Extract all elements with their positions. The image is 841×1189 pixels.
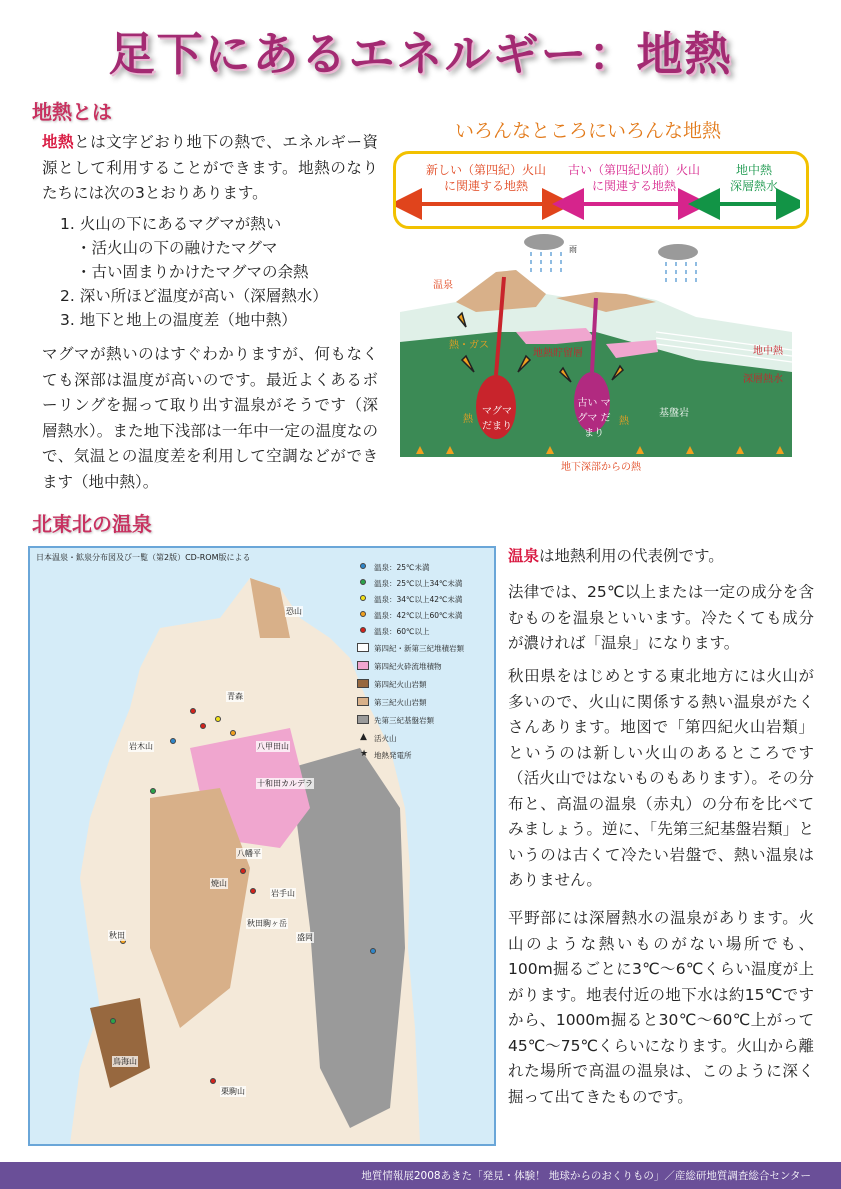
- map-legend-label: 温泉：60℃以上: [374, 627, 430, 636]
- map-legend-label: 第四紀火山岩類: [374, 680, 427, 689]
- onsen-dot: [250, 888, 256, 894]
- label-rain: 雨: [569, 245, 577, 254]
- onsen-law-paragraph: 法律では、25℃以上または一定の成分を含むものを温泉といいます。冷たくても成分が濃ければ「温泉」になります。: [508, 583, 814, 652]
- geothermal-diagram: [396, 232, 796, 472]
- map-land: [30, 548, 494, 1144]
- legend-arrows: [396, 154, 800, 226]
- onsen-dot: [190, 708, 196, 714]
- label-deep-water: 深層熱水: [743, 374, 783, 385]
- onsen-dot: [210, 1078, 216, 1084]
- legend-dot-blue: [360, 563, 366, 569]
- page-title: 足下にあるエネルギー：地熱: [108, 27, 733, 81]
- place-label: 恐山: [286, 607, 302, 616]
- onsen-dot: [230, 730, 236, 736]
- geothermal-origin-list: [60, 212, 328, 332]
- onsen-dot: [215, 716, 221, 722]
- map-legend-label: 温泉：25℃未満: [374, 563, 430, 572]
- map-legend-label: 地熱発電所: [374, 751, 412, 760]
- place-label: 秋田: [109, 931, 125, 940]
- magma-paragraph: マグマが熱いのはすぐわかりますが、何もなくても深部は温度が高いのです。最近よくあるボーリングを掘って取り出す温泉がそうです（深層熱水）。また地下浅部は一年中一定の温度なので、気温との温度差を利用して空調などができます（地中熱）。: [42, 345, 378, 491]
- map-caption: 日本温泉・鉱泉分布図及び一覧（第2版）CD-ROM版による: [36, 553, 251, 562]
- label-heat-gas: 熱・ガス: [449, 340, 489, 351]
- onsen-dot: [240, 868, 246, 874]
- legend-swatch: [357, 715, 369, 724]
- map-legend-label: 温泉：25℃以上34℃未満: [374, 579, 463, 588]
- list-item: 3. 地下と地上の温度差（地中熱）: [60, 311, 297, 329]
- place-label: 焼山: [211, 879, 227, 888]
- legend-dot-red: [360, 627, 366, 633]
- label-onsen: 温泉: [433, 280, 453, 291]
- label-deep-heat: 地下深部からの熱: [561, 462, 641, 473]
- list-item: 1. 火山の下にあるマグマが熱い: [60, 215, 282, 233]
- map-legend-label: 第四紀火砕流堆積物: [374, 662, 442, 671]
- map-legend-label: 温泉：34℃以上42℃未満: [374, 595, 463, 604]
- section-heading-onsen: 北東北の温泉: [32, 512, 152, 536]
- onsen-volcano-paragraph: 秋田県をはじめとする東北地方には火山が多いので、火山に関係する熱い温泉がたくさんあります。地図で「第四紀火山岩類」というのは新しい火山のあるところです（活火山ではないものもあります）。その分布と、高温の温泉（赤丸）の分布を比べてみましょう。逆に、「先第三紀基盤岩類」というのは古くて冷たい岩盤で、熱い温泉はありません。: [508, 667, 814, 889]
- diagram-title: いろんなところにいろんな地熱: [455, 120, 722, 142]
- legend-text: に関連する地熱: [443, 179, 528, 193]
- legend-swatch: [357, 661, 369, 670]
- legend-swatch: [357, 643, 369, 652]
- section-heading-geothermal: 地熱とは: [32, 100, 112, 124]
- onsen-dot: [170, 738, 176, 744]
- place-label: 岩木山: [129, 742, 153, 751]
- place-label: 秋田駒ヶ岳: [247, 919, 287, 928]
- legend-text: 地中熱: [735, 163, 772, 177]
- place-label: 岩手山: [271, 889, 295, 898]
- label-magma: マグマ だまり: [482, 406, 512, 432]
- onsen-dot: [370, 948, 376, 954]
- list-item: 2. 深い所ほど温度が高い（深層熱水）: [60, 287, 328, 305]
- legend-text: に関連する地熱: [591, 179, 676, 193]
- intro-keyword: 地熱: [42, 133, 75, 151]
- label-old-magma: 古い マグマ だまり: [577, 398, 611, 439]
- map-legend-label: 温泉：42℃以上60℃未満: [374, 611, 463, 620]
- onsen-dot: [110, 1018, 116, 1024]
- legend-dot-green: [360, 579, 366, 585]
- label-basement: 基盤岩: [659, 408, 689, 419]
- onsen-intro: [508, 544, 814, 570]
- onsen-dot: [200, 723, 206, 729]
- onsen-keyword: 温泉: [508, 547, 540, 565]
- label-ground-heat: 地中熱: [753, 346, 783, 357]
- place-label: 青森: [227, 692, 243, 701]
- onsen-dot: [150, 788, 156, 794]
- deep-water-paragraph: 平野部には深層熱水の温泉があります。火山のような熱いものがない場所でも、100m掘るごとに3℃〜6℃くらい温度が上がります。地表付近の地下水は約15℃ですから、1000m掘ると30℃〜60℃上がって45℃〜75℃くらいになります。火山から離れた場所で高温の温泉は、このように深く掘って出てきたものです。: [508, 909, 814, 1106]
- onsen-intro-text: は地熱利用の代表例です。: [539, 547, 724, 565]
- place-label: 十和田カルデラ: [257, 779, 313, 788]
- label-heat: 熱: [463, 414, 473, 425]
- intro-text: とは文字どおり地下の熱で、エネルギー資源として利用することができます。地熱のなりたちには次の3とおりあります。: [42, 133, 378, 202]
- active-volcano-icon: ▲: [360, 732, 367, 742]
- power-plant-icon: ★: [360, 749, 369, 759]
- label-reservoir: 地熱貯留層: [533, 348, 583, 359]
- legend-text: 古い（第四紀以前）火山: [567, 163, 700, 177]
- place-label: 栗駒山: [221, 1087, 245, 1096]
- list-item: ・活火山の下の融けたマグマ: [76, 239, 278, 257]
- list-item: ・古い固まりかけたマグマの余熱: [76, 263, 309, 281]
- map-legend-label: 先第三紀基盤岩類: [374, 716, 434, 725]
- legend-dot-orange: [360, 611, 366, 617]
- onsen-distribution-map: [28, 546, 496, 1146]
- map-legend-label: 第四紀・新第三紀堆積岩類: [374, 644, 464, 653]
- intro-paragraph: [42, 130, 378, 207]
- map-legend-label: 第三紀火山岩類: [374, 698, 427, 707]
- label-heat: 熱: [619, 416, 629, 427]
- map-legend-label: 活火山: [374, 734, 397, 743]
- place-label: 八幡平: [237, 849, 261, 858]
- diagram-legend: [393, 151, 809, 229]
- place-label: 鳥海山: [113, 1057, 137, 1066]
- legend-swatch: [357, 679, 369, 688]
- legend-text: 新しい（第四紀）火山: [425, 163, 546, 177]
- place-label: 盛岡: [297, 933, 313, 942]
- legend-swatch: [357, 697, 369, 706]
- legend-dot-yellow: [360, 595, 366, 601]
- footer-text: 地質情報展2008あきた「発見・体験！ 地球からのおくりもの」／産総研地質調査総合センター: [361, 1170, 811, 1182]
- legend-text: 深層熱水: [729, 179, 778, 193]
- footer-bar: [0, 1162, 841, 1189]
- place-label: 八甲田山: [257, 742, 289, 751]
